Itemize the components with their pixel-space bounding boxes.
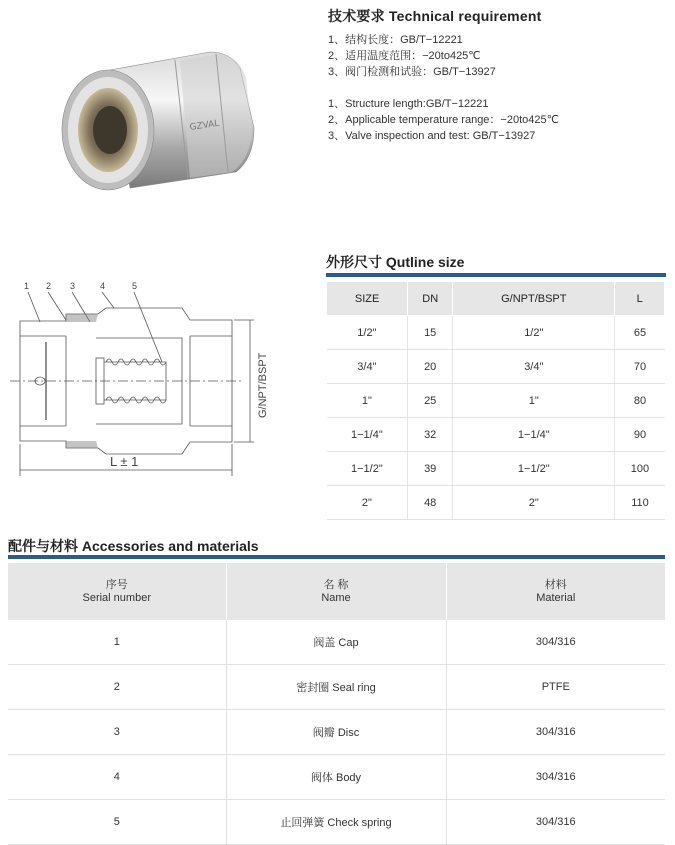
tech-en-item: 1、Structure length:GB/T−12221 — [328, 98, 489, 110]
tech-en-item: 2、Applicable temperature range：−20to425℃ — [328, 114, 559, 126]
outline-header: DN — [408, 282, 453, 316]
table-row — [327, 486, 665, 520]
logo-text: GZVAL — [189, 118, 221, 133]
table-cell: 3/4" — [453, 350, 615, 384]
valve-photo — [40, 38, 280, 208]
header-cn: 名 称 — [323, 578, 349, 591]
table-row — [8, 800, 665, 845]
table-cell: 阀瓣 Disc — [226, 710, 446, 755]
table-cell: 48 — [408, 486, 453, 520]
table-cell: 65 — [615, 316, 665, 350]
outline-header-row — [327, 282, 665, 316]
outline-title: 外形尺寸 Qutline size — [326, 254, 465, 270]
table-cell: 密封圈 Seal ring — [226, 665, 446, 710]
table-row — [8, 620, 665, 665]
accessories-header — [226, 563, 446, 620]
table-cell: 2" — [327, 486, 408, 520]
table-row — [327, 418, 665, 452]
table-cell: PTFE — [446, 665, 665, 710]
accessories-title: 配件与材料 Accessories and materials — [8, 538, 259, 554]
outline-table — [326, 281, 665, 520]
table-cell: 2 — [8, 665, 226, 710]
table-row — [8, 755, 665, 800]
table-cell: 304/316 — [446, 755, 665, 800]
table-cell: 1" — [453, 384, 615, 418]
table-cell: 100 — [615, 452, 665, 486]
table-cell: 2" — [453, 486, 615, 520]
header-cn: 材料 — [544, 578, 567, 591]
callout-5: 5 — [132, 281, 138, 291]
table-row — [8, 710, 665, 755]
table-cell: 1 — [8, 620, 226, 665]
table-cell: 304/316 — [446, 620, 665, 665]
length-label: L ± 1 — [110, 454, 139, 469]
outline-header: G/NPT/BSPT — [453, 282, 615, 316]
accessories-divider — [8, 555, 665, 559]
dimension-label: G/NPT/BSPT — [257, 352, 269, 418]
table-cell: 25 — [408, 384, 453, 418]
table-cell: 32 — [408, 418, 453, 452]
accessories-header — [8, 563, 226, 620]
accessories-header — [446, 563, 665, 620]
table-cell: 20 — [408, 350, 453, 384]
table-cell: 5 — [8, 800, 226, 845]
table-row — [8, 665, 665, 710]
table-cell: 1−1/2" — [453, 452, 615, 486]
table-row — [327, 316, 665, 350]
technical-requirement — [328, 6, 668, 144]
accessories-table — [8, 563, 665, 845]
callout-2: 2 — [46, 281, 52, 291]
outline-divider — [326, 273, 666, 277]
table-cell: 1" — [327, 384, 408, 418]
table-cell: 4 — [8, 755, 226, 800]
table-cell: 304/316 — [446, 710, 665, 755]
table-cell: 阀体 Body — [226, 755, 446, 800]
table-cell: 止回弹簧 Check spring — [226, 800, 446, 845]
table-row — [327, 452, 665, 486]
table-cell: 1−1/4" — [327, 418, 408, 452]
table-cell: 15 — [408, 316, 453, 350]
table-row — [327, 384, 665, 418]
accessories-header-row — [8, 563, 665, 620]
table-cell: 1/2" — [453, 316, 615, 350]
outline-header: L — [615, 282, 665, 316]
table-cell: 80 — [615, 384, 665, 418]
outline-header: SIZE — [327, 282, 408, 316]
table-cell: 1−1/2" — [327, 452, 408, 486]
table-cell: 阀盖 Cap — [226, 620, 446, 665]
section-drawing — [6, 278, 296, 488]
table-cell: 3/4" — [327, 350, 408, 384]
tech-cn-item: 3、阀门检测和试验：GB/T−13927 — [328, 66, 496, 78]
table-cell: 110 — [615, 486, 665, 520]
table-cell: 70 — [615, 350, 665, 384]
table-cell: 1−1/4" — [453, 418, 615, 452]
tech-cn-item: 1、结构长度：GB/T−12221 — [328, 34, 463, 46]
header-en: Material — [536, 591, 576, 604]
header-en: Name — [321, 591, 351, 604]
table-cell: 39 — [408, 452, 453, 486]
tech-cn-item: 2、适用温度范围：−20to425℃ — [328, 50, 481, 62]
header-cn: 序号 — [105, 578, 128, 591]
tech-en-item: 3、Valve inspection and test: GB/T−13927 — [328, 130, 536, 142]
table-cell: 90 — [615, 418, 665, 452]
tech-title: 技术要求 Technical requirement — [328, 8, 542, 24]
header-en: Serial number — [82, 591, 151, 604]
table-cell: 1/2" — [327, 316, 408, 350]
callout-3: 3 — [70, 281, 76, 291]
callout-1: 1 — [24, 281, 30, 291]
table-row — [327, 350, 665, 384]
table-cell: 3 — [8, 710, 226, 755]
table-cell: 304/316 — [446, 800, 665, 845]
callout-4: 4 — [100, 281, 106, 291]
